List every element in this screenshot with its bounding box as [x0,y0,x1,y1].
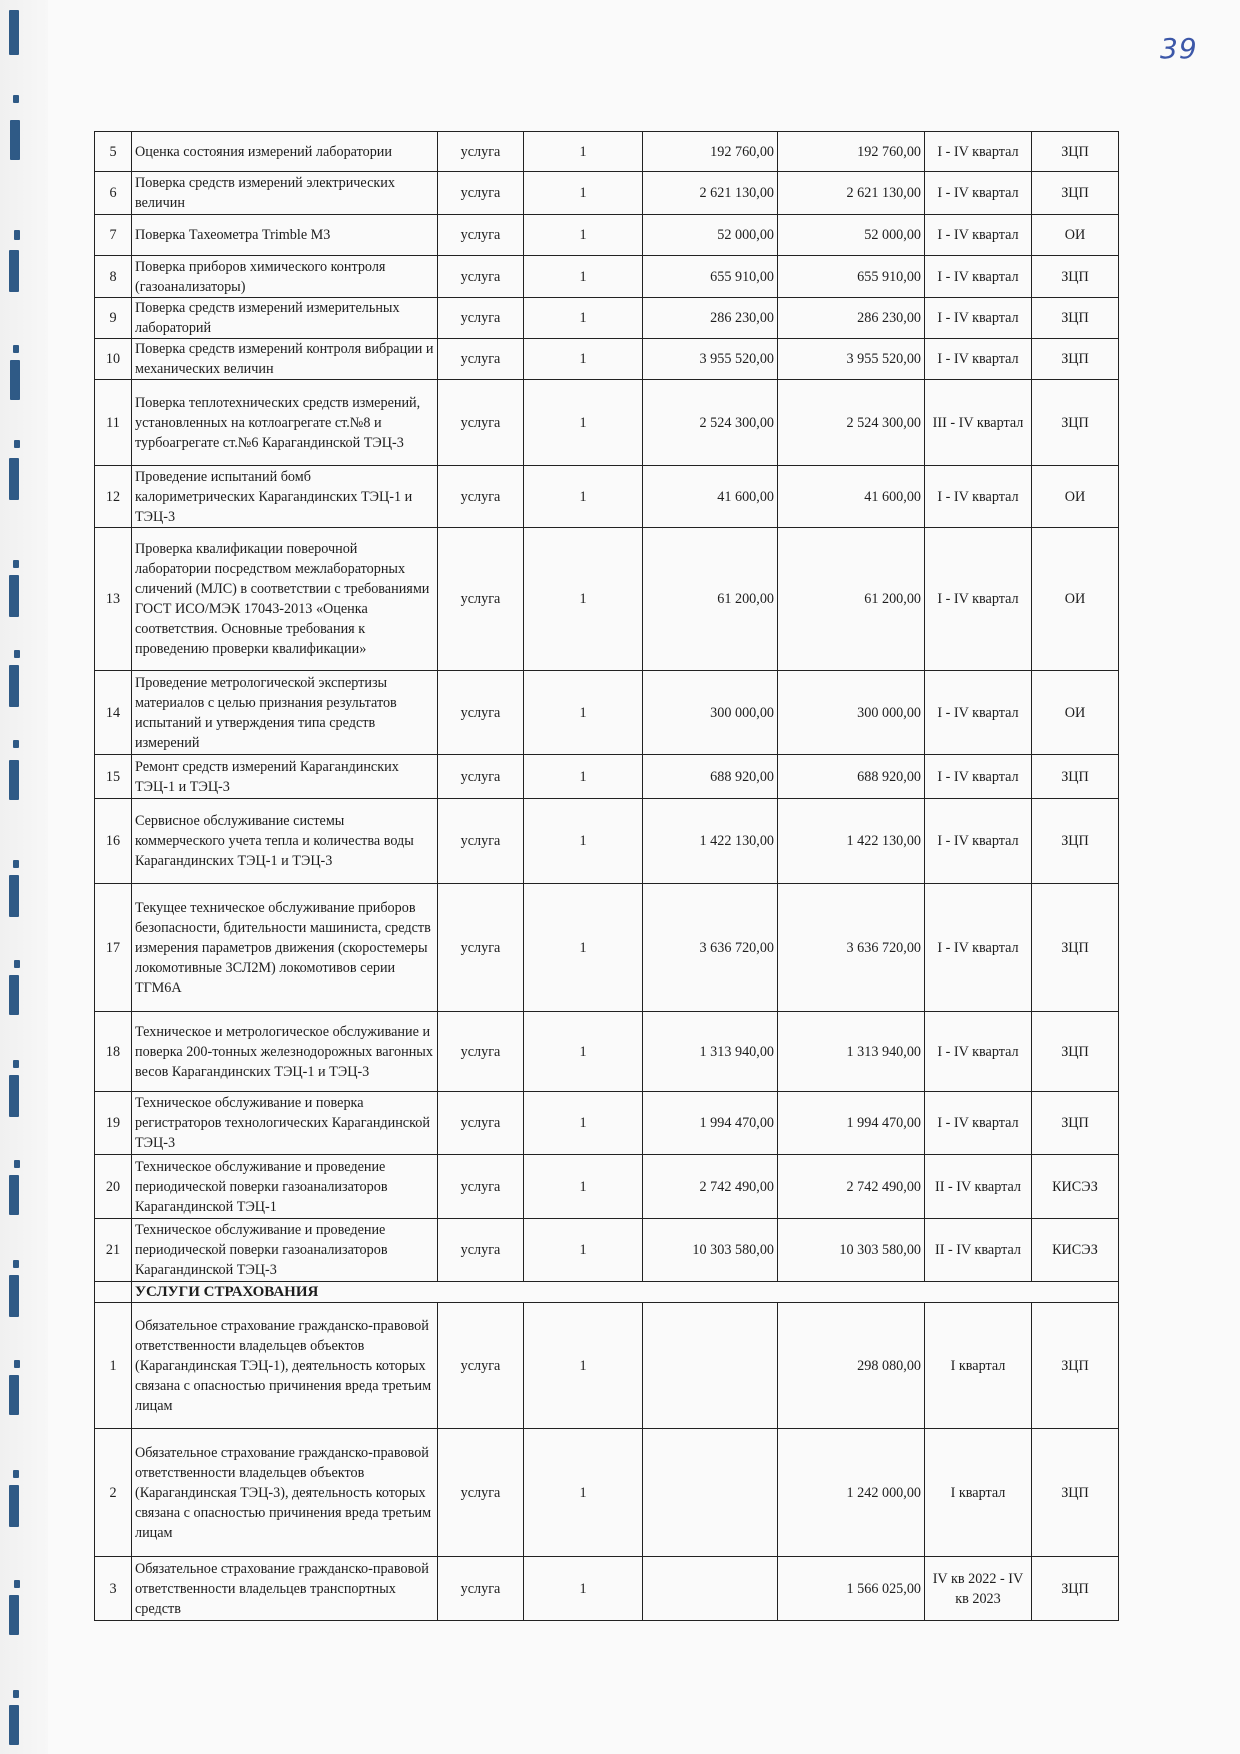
service-name: Проведение метрологической экспертизы материалов с целью признания результатов испытаний и утверждения типа средств измерений [132,671,438,755]
table-row [95,884,1119,1012]
department: ЗЦП [1032,1092,1119,1155]
table-row [95,1557,1119,1621]
unit: услуга [438,1303,524,1429]
unit-price: 2 524 300,00 [643,380,778,466]
unit-price: 2 742 490,00 [643,1155,778,1219]
period: III - IV квартал [925,380,1032,466]
table-row [95,466,1119,528]
period: I - IV квартал [925,172,1032,215]
unit-price [643,1303,778,1429]
binding-hole-mark [14,1580,20,1588]
department: ОИ [1032,528,1119,671]
row-number: 18 [95,1012,132,1092]
total-amount: 1 422 130,00 [778,799,925,884]
period: II - IV квартал [925,1219,1032,1282]
unit: услуга [438,755,524,799]
total-amount: 3 955 520,00 [778,339,925,380]
period: I - IV квартал [925,339,1032,380]
section-header-row [95,1282,1119,1303]
table-row [95,256,1119,298]
procurement-table [94,131,1119,1621]
row-number: 12 [95,466,132,528]
quantity: 1 [524,1557,643,1621]
unit: услуга [438,215,524,256]
total-amount: 298 080,00 [778,1303,925,1429]
row-number: 7 [95,215,132,256]
total-amount: 1 242 000,00 [778,1429,925,1557]
quantity: 1 [524,1012,643,1092]
period: I - IV квартал [925,671,1032,755]
services-section [95,132,1119,1282]
row-number: 17 [95,884,132,1012]
row-number: 14 [95,671,132,755]
binding-hole-mark [14,230,20,240]
quantity: 1 [524,298,643,339]
table-row [95,1155,1119,1219]
unit: услуга [438,799,524,884]
period: I - IV квартал [925,132,1032,172]
quantity: 1 [524,755,643,799]
department: ЗЦП [1032,298,1119,339]
period: I квартал [925,1303,1032,1429]
unit: услуга [438,1429,524,1557]
department: ЗЦП [1032,256,1119,298]
unit: услуга [438,256,524,298]
department: ОИ [1032,466,1119,528]
unit-price: 286 230,00 [643,298,778,339]
period: I - IV квартал [925,298,1032,339]
unit: услуга [438,298,524,339]
row-number: 13 [95,528,132,671]
service-name: Поверка приборов химического контроля (газоанализаторы) [132,256,438,298]
binding-strip [0,0,48,1754]
quantity: 1 [524,1429,643,1557]
total-amount: 688 920,00 [778,755,925,799]
period: I - IV квартал [925,215,1032,256]
unit: услуга [438,172,524,215]
total-amount: 41 600,00 [778,466,925,528]
unit: услуга [438,1219,524,1282]
service-name: Текущее техническое обслуживание приборов безопасности, бдительности машиниста, средств измерения параметров движения (скоростемеры локомотивные 3СЛ2М) локомотивов серии ТГМ6А [132,884,438,1012]
row-number: 2 [95,1429,132,1557]
total-amount: 2 621 130,00 [778,172,925,215]
service-name: Обязательное страхование гражданско-правовой ответственности владельцев транспортных средств [132,1557,438,1621]
binding-hole-mark [10,360,20,400]
service-name: Обязательное страхование гражданско-правовой ответственности владельцев объектов (Карагандинская ТЭЦ-3), деятельность которых связана с опасностью причинения вреда третьим лицам [132,1429,438,1557]
binding-hole-mark [9,1375,19,1415]
unit-price: 1 313 940,00 [643,1012,778,1092]
row-number: 1 [95,1303,132,1429]
service-name: Оценка состояния измерений лаборатории [132,132,438,172]
row-number: 21 [95,1219,132,1282]
department: ЗЦП [1032,799,1119,884]
table-row [95,380,1119,466]
binding-hole-mark [9,875,19,917]
service-name: Проведение испытаний бомб калориметрических Карагандинских ТЭЦ-1 и ТЭЦ-3 [132,466,438,528]
unit-price: 2 621 130,00 [643,172,778,215]
department: КИСЭЗ [1032,1219,1119,1282]
binding-hole-mark [9,458,19,500]
table-row [95,215,1119,256]
table-row [95,172,1119,215]
unit-price: 61 200,00 [643,528,778,671]
unit: услуга [438,132,524,172]
department: КИСЭЗ [1032,1155,1119,1219]
total-amount: 3 636 720,00 [778,884,925,1012]
table-row [95,298,1119,339]
unit-price: 300 000,00 [643,671,778,755]
service-name: Поверка средств измерений измерительных лабораторий [132,298,438,339]
unit: услуга [438,884,524,1012]
department: ЗЦП [1032,1012,1119,1092]
total-amount: 192 760,00 [778,132,925,172]
period: I - IV квартал [925,1092,1032,1155]
service-name: Обязательное страхование гражданско-правовой ответственности владельцев объектов (Карагандинская ТЭЦ-1), деятельность которых связана с опасностью причинения вреда третьим лицам [132,1303,438,1429]
binding-hole-mark [13,95,19,103]
table-row [95,1303,1119,1429]
unit: услуга [438,1012,524,1092]
department: ЗЦП [1032,755,1119,799]
quantity: 1 [524,215,643,256]
unit-price: 3 636 720,00 [643,884,778,1012]
unit-price: 41 600,00 [643,466,778,528]
binding-hole-mark [14,1360,20,1368]
service-name: Поверка Тахеометра Trimble M3 [132,215,438,256]
unit-price: 688 920,00 [643,755,778,799]
table-row [95,799,1119,884]
row-number: 6 [95,172,132,215]
row-number: 9 [95,298,132,339]
quantity: 1 [524,256,643,298]
row-number: 16 [95,799,132,884]
section-header-spacer [95,1282,132,1303]
service-name: Техническое обслуживание и проведение периодической поверки газоанализаторов Карагандинской ТЭЦ-3 [132,1219,438,1282]
quantity: 1 [524,1155,643,1219]
binding-hole-mark [10,120,20,160]
quantity: 1 [524,799,643,884]
service-name: Техническое и метрологическое обслуживание и поверка 200-тонных железнодорожных вагонных весов Карагандинских ТЭЦ-1 и ТЭЦ-3 [132,1012,438,1092]
unit: услуга [438,1155,524,1219]
binding-hole-mark [14,1160,20,1168]
binding-hole-mark [14,650,20,658]
service-name: Сервисное обслуживание системы коммерческого учета тепла и количества воды Карагандинских ТЭЦ-1 и ТЭЦ-3 [132,799,438,884]
quantity: 1 [524,339,643,380]
unit: услуга [438,1557,524,1621]
quantity: 1 [524,132,643,172]
department: ЗЦП [1032,339,1119,380]
total-amount: 52 000,00 [778,215,925,256]
period: I - IV квартал [925,884,1032,1012]
total-amount: 61 200,00 [778,528,925,671]
binding-hole-mark [9,1485,19,1527]
binding-hole-mark [9,10,19,55]
binding-hole-mark [13,740,19,748]
unit-price: 192 760,00 [643,132,778,172]
row-number: 3 [95,1557,132,1621]
page-number: 39 [1160,32,1198,65]
binding-hole-mark [14,960,20,968]
binding-hole-mark [9,1595,19,1635]
binding-hole-mark [13,1470,19,1478]
period: I - IV квартал [925,1012,1032,1092]
total-amount: 655 910,00 [778,256,925,298]
binding-hole-mark [9,1175,19,1215]
unit: услуга [438,528,524,671]
service-name: Поверка средств измерений контроля вибрации и механических величин [132,339,438,380]
row-number: 10 [95,339,132,380]
binding-hole-mark [9,1075,19,1117]
binding-hole-mark [13,345,19,353]
period: I - IV квартал [925,755,1032,799]
quantity: 1 [524,466,643,528]
quantity: 1 [524,1219,643,1282]
department: ЗЦП [1032,1303,1119,1429]
unit-price: 52 000,00 [643,215,778,256]
quantity: 1 [524,1092,643,1155]
unit-price: 655 910,00 [643,256,778,298]
period: I квартал [925,1429,1032,1557]
quantity: 1 [524,528,643,671]
total-amount: 2 742 490,00 [778,1155,925,1219]
period: IV кв 2022 - IV кв 2023 [925,1557,1032,1621]
unit-price [643,1429,778,1557]
table-row [95,339,1119,380]
binding-hole-mark [14,440,20,448]
department: ЗЦП [1032,380,1119,466]
unit-price: 1 422 130,00 [643,799,778,884]
service-name: Поверка средств измерений электрических величин [132,172,438,215]
table-row [95,671,1119,755]
unit: услуга [438,671,524,755]
binding-hole-mark [9,1705,19,1745]
row-number: 20 [95,1155,132,1219]
table-row [95,132,1119,172]
department: ЗЦП [1032,132,1119,172]
binding-hole-mark [9,665,19,707]
period: I - IV квартал [925,256,1032,298]
section-title: УСЛУГИ СТРАХОВАНИЯ [132,1282,1119,1303]
period: II - IV квартал [925,1155,1032,1219]
department: ЗЦП [1032,1557,1119,1621]
binding-hole-mark [13,860,19,868]
binding-hole-mark [9,975,19,1015]
department: ОИ [1032,671,1119,755]
total-amount: 10 303 580,00 [778,1219,925,1282]
table-row [95,1012,1119,1092]
period: I - IV квартал [925,466,1032,528]
service-name: Проверка квалификации поверочной лаборатории посредством межлабораторных сличений (МЛС) в соответствии с требованиями ГОСТ ИСО/МЭК 17043-2013 «Оценка соответствия. Основные требования к проведению проверки квалификации» [132,528,438,671]
total-amount: 1 566 025,00 [778,1557,925,1621]
total-amount: 1 313 940,00 [778,1012,925,1092]
department: ЗЦП [1032,884,1119,1012]
total-amount: 2 524 300,00 [778,380,925,466]
insurance-section [95,1282,1119,1621]
row-number: 19 [95,1092,132,1155]
service-name: Техническое обслуживание и поверка регистраторов технологических Карагандинской ТЭЦ-3 [132,1092,438,1155]
binding-hole-mark [9,250,19,292]
row-number: 8 [95,256,132,298]
service-name: Ремонт средств измерений Карагандинских ТЭЦ-1 и ТЭЦ-3 [132,755,438,799]
table-row [95,1429,1119,1557]
quantity: 1 [524,671,643,755]
table-row [95,1092,1119,1155]
total-amount: 1 994 470,00 [778,1092,925,1155]
unit: услуга [438,466,524,528]
department: ОИ [1032,215,1119,256]
quantity: 1 [524,1303,643,1429]
quantity: 1 [524,884,643,1012]
service-name: Поверка теплотехнических средств измерений, установленных на котлоагрегате ст.№8 и турбоагрегате ст.№6 Карагандинской ТЭЦ-3 [132,380,438,466]
row-number: 11 [95,380,132,466]
unit: услуга [438,339,524,380]
department: ЗЦП [1032,172,1119,215]
row-number: 5 [95,132,132,172]
period: I - IV квартал [925,799,1032,884]
row-number: 15 [95,755,132,799]
binding-hole-mark [9,760,19,800]
department: ЗЦП [1032,1429,1119,1557]
binding-hole-mark [13,1690,19,1698]
unit: услуга [438,380,524,466]
unit: услуга [438,1092,524,1155]
binding-hole-mark [9,575,19,617]
service-name: Техническое обслуживание и проведение периодической поверки газоанализаторов Карагандинской ТЭЦ-1 [132,1155,438,1219]
unit-price: 10 303 580,00 [643,1219,778,1282]
table-row [95,755,1119,799]
table-row [95,528,1119,671]
unit-price: 1 994 470,00 [643,1092,778,1155]
binding-hole-mark [13,1260,19,1268]
unit-price: 3 955 520,00 [643,339,778,380]
total-amount: 286 230,00 [778,298,925,339]
binding-hole-mark [13,560,19,568]
unit-price [643,1557,778,1621]
total-amount: 300 000,00 [778,671,925,755]
table-row [95,1219,1119,1282]
quantity: 1 [524,172,643,215]
binding-hole-mark [9,1275,19,1317]
period: I - IV квартал [925,528,1032,671]
binding-hole-mark [13,1060,19,1068]
quantity: 1 [524,380,643,466]
